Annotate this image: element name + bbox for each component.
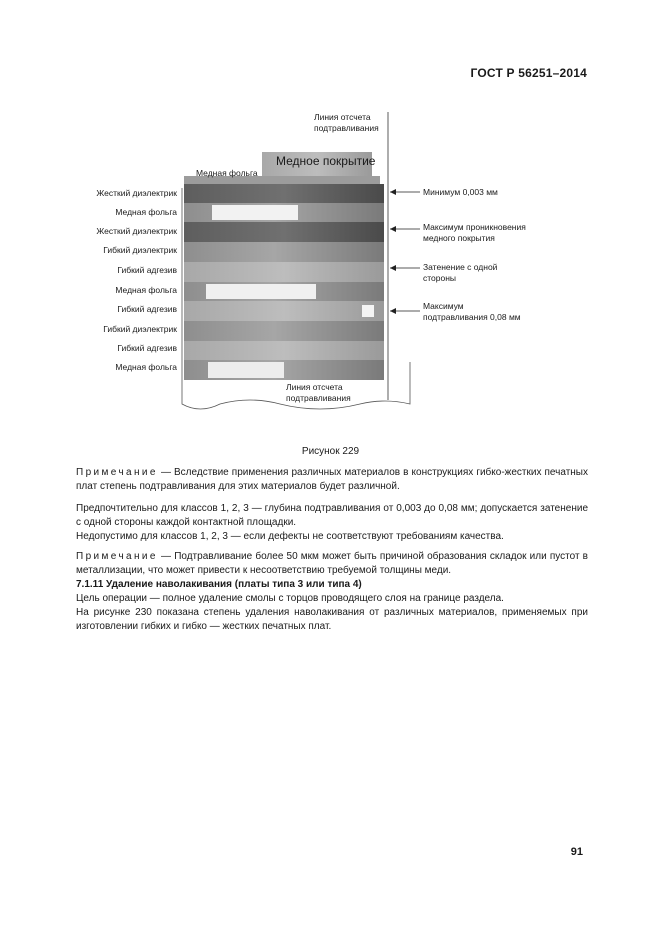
undercut-diagram (0, 0, 661, 440)
note-1-label: Примечание (76, 467, 158, 478)
layer-label: Жесткий диэлектрик (96, 226, 177, 236)
paragraph-2: Недопустимо для классов 1, 2, 3 — если дефекты не соответствуют требованиям качества. (76, 531, 504, 542)
layer-label: Медная фольга (115, 207, 177, 217)
layer-label: Гибкий диэлектрик (103, 245, 177, 255)
arrow-icon (390, 226, 396, 232)
layer-rigid-dielectric-1 (184, 184, 384, 203)
document-id-header: ГОСТ Р 56251–2014 (470, 66, 587, 80)
top-reference-label: Линия отсчета подтравливания (314, 112, 379, 133)
layer-label: Жесткий диэлектрик (96, 188, 177, 198)
note-1-text: — Вследствие применения различных материалов в конструкциях гибко-жестких печатных плат степень подтравливания для этих материалов будет различной. (76, 467, 588, 492)
foil-void-2 (206, 284, 316, 299)
note-2-text: — Подтравливание более 50 мкм может быть причиной образования складок или пустот в металлизации, что может привести к несоответствию требуемой толщины меди. (76, 551, 588, 576)
arrow-icon (390, 189, 396, 195)
layer-flex-adhesive-2 (184, 301, 384, 321)
layer-label: Гибкий адгезив (117, 265, 177, 275)
layer-label: Медная фольга (115, 285, 177, 295)
layer-flex-dielectric-2 (184, 321, 384, 341)
max-penetration-label: Максимум проникновения медного покрытия (423, 222, 526, 243)
note-2-label: Примечание (76, 551, 158, 562)
note-1 (76, 466, 588, 494)
layer-label: Медная фольга (115, 362, 177, 372)
max-undercut-label: Максимум подтравливания 0,08 мм (423, 301, 521, 322)
paragraph-4: На рисунке 230 показана степень удаления наволакивания от различных материалов, применяемых при изготовлении гибких и гибко — жестких печатных плат. (76, 607, 588, 632)
layer-flex-adhesive-3 (184, 341, 384, 360)
min-thickness-label: Минимум 0,003 мм (423, 187, 498, 197)
page-number: 91 (570, 846, 583, 858)
layer-rigid-dielectric-2 (184, 222, 384, 242)
note-2 (76, 550, 588, 578)
layer-flex-dielectric-1 (184, 242, 384, 262)
paragraph-1: Предпочтительно для классов 1, 2, 3 — глубина подтравливания от 0,003 до 0,08 мм; допускается затенение с одной стороны каждой контактной площадки. (76, 503, 588, 528)
bottom-reference-label: Линия отсчета подтравливания (286, 382, 351, 403)
paragraph-3: Цель операции — полное удаление смолы с торцов проводящего слоя на границе раздела. (76, 593, 504, 604)
section-heading: 7.1.11 Удаление наволакивания (платы типа 3 или типа 4) (76, 579, 362, 590)
layer-stack-drawing (0, 0, 661, 440)
figure-caption: Рисунок 229 (301, 446, 360, 457)
foil-void-1 (212, 205, 298, 220)
layer-label: Гибкий диэлектрик (103, 324, 177, 334)
foil-void-3 (208, 362, 284, 378)
layer-flex-adhesive-1 (184, 262, 384, 282)
arrow-icon (390, 265, 396, 271)
one-side-shadowing-label: Затенение с одной стороны (423, 262, 498, 283)
layer-label: Гибкий адгезив (117, 304, 177, 314)
max-undercut-notch (362, 305, 374, 317)
copper-coating-label: Медное покрытие (276, 154, 376, 168)
layer-label: Гибкий адгезив (117, 343, 177, 353)
arrow-icon (390, 308, 396, 314)
top-foil-label: Медная фольга (196, 168, 258, 178)
